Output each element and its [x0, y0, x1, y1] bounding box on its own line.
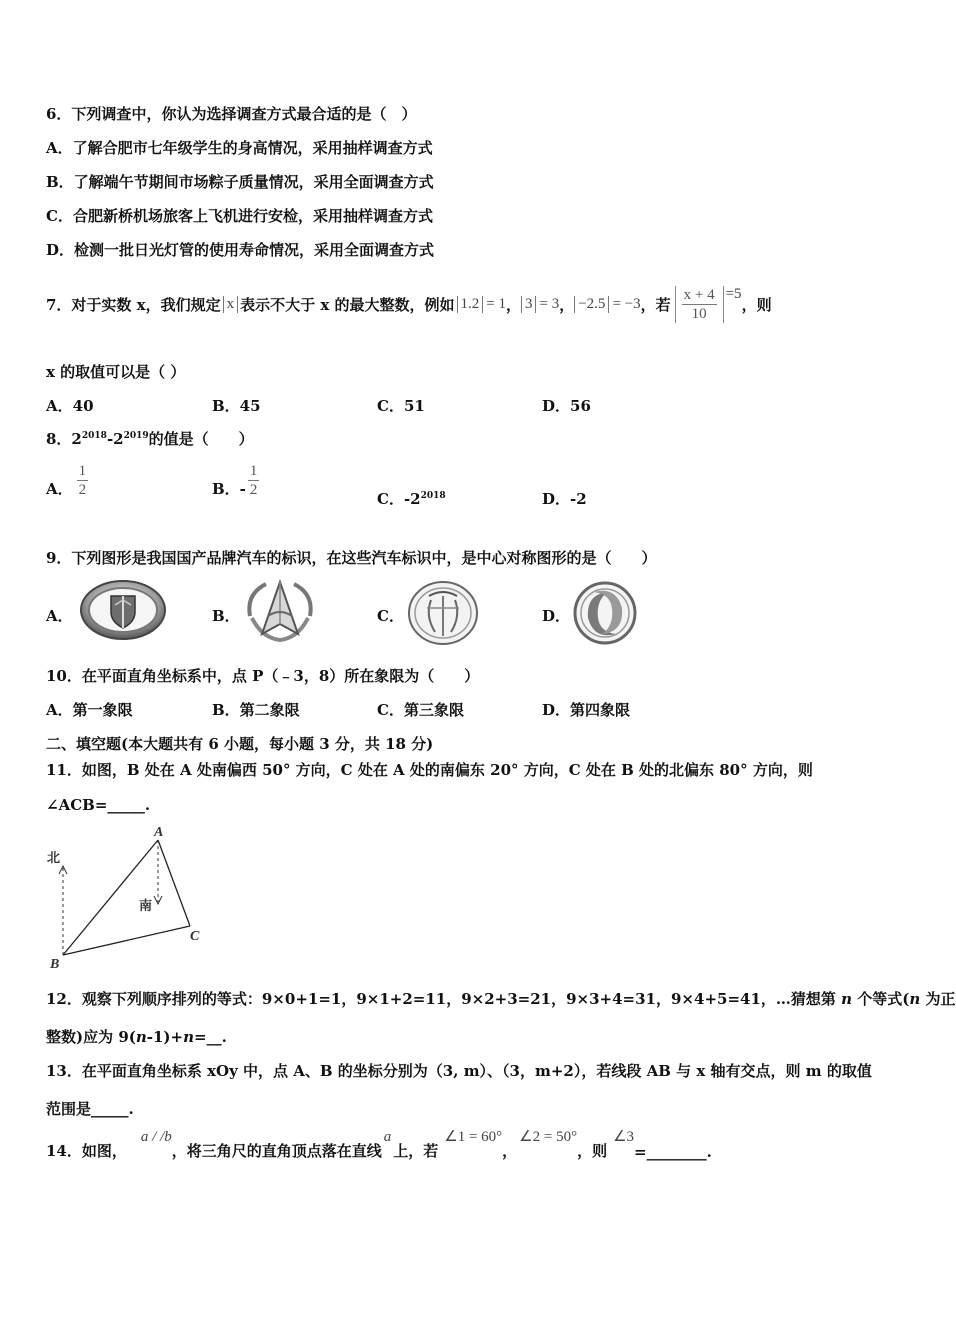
- q12-line2: [46, 1026, 227, 1047]
- q11-stem: 11．如图，B 处在 A 处南偏西 50° 方向，C 处在 A 处的南偏东 20° 方向，C 处在 B 处的北偏东 80° 方向，则: [46, 761, 813, 779]
- q6-stem: 6．下列调查中，你认为选择调查方式最合适的是（ ）: [46, 105, 417, 123]
- q7-stem: [46, 282, 772, 326]
- q8-b-fraction: [248, 462, 260, 499]
- q7-option-b: B．45: [212, 397, 261, 415]
- q12-line1-b: 个等式(: [852, 990, 910, 1008]
- q10-option-d: D．第四象限: [542, 701, 631, 719]
- q8-stem-post: 的值是（ ）: [148, 430, 254, 448]
- q7-floor-x: x: [223, 296, 239, 313]
- q8-a-label: A．: [46, 480, 73, 498]
- q14-parallel: a / /b: [140, 1129, 172, 1145]
- q7-stem-d: ，则: [741, 295, 772, 314]
- q12-line2-b: -1)+: [146, 1028, 184, 1046]
- q14-angle3: ∠3: [613, 1129, 635, 1145]
- q14-angle2: ∠2 = 50°: [519, 1129, 578, 1145]
- q10-option-a: A．第一象限: [46, 701, 133, 719]
- q11-figure: [40, 822, 210, 972]
- q7-ex1-in: 1.2: [457, 296, 484, 313]
- q6-option-b: B．了解端午节期间市场粽子质量情况，采用全面调查方式: [46, 173, 434, 191]
- q13-line2: 范围是_____.: [46, 1100, 134, 1118]
- segment-bc: [63, 926, 190, 955]
- segment-ac: [158, 840, 190, 926]
- q7-fraction: [682, 286, 717, 323]
- logo-b-icon: [240, 576, 320, 646]
- q7-frac-den: 10: [691, 305, 707, 322]
- q6-option-c: C．合肥新桥机场旅客上飞机进行安检，采用抽样调查方式: [46, 207, 433, 225]
- segment-ba: [63, 840, 158, 955]
- q9-label-b: B．: [212, 607, 240, 625]
- fig-label-south: 南: [139, 899, 153, 914]
- q12-line1-c: 为正: [920, 990, 956, 1008]
- q8-a-fraction: [77, 462, 89, 499]
- q14-sep1: ，: [502, 1142, 518, 1160]
- q14-stem: [46, 1128, 712, 1164]
- q12-n-2: n: [909, 990, 921, 1008]
- q8-option-a: [46, 462, 88, 499]
- q8-c-exp: 2018: [420, 491, 446, 501]
- q6-option-a: A．了解合肥市七年级学生的身高情况，采用抽样调查方式: [46, 139, 433, 157]
- q7-ex3-out: = −3: [612, 295, 641, 312]
- q12-line1: [46, 988, 956, 1009]
- fig-label-north: 北: [47, 851, 61, 866]
- q8-stem: [46, 428, 254, 449]
- q12-n-1: n: [841, 990, 853, 1008]
- q14-angle1: ∠1 = 60°: [444, 1129, 503, 1145]
- q9-label-d: D．: [542, 607, 571, 625]
- logo-a-icon: [78, 578, 168, 642]
- q6-option-d: D．检测一批日光灯管的使用寿命情况，采用全面调查方式: [46, 241, 435, 259]
- q7-floor-fraction: [675, 286, 724, 323]
- q14-sep2: ，则: [577, 1142, 608, 1160]
- q12-line1-a: 12．观察下列顺序排列的等式：9×0+1=1，9×1+2=11，9×2+3=21，9×3+4=31，9×4+5=41，…猜想第: [46, 990, 842, 1008]
- q7-frac-num: x + 4: [683, 286, 715, 303]
- q7-eq: =5: [725, 285, 742, 302]
- q8-b-num: 1: [249, 463, 258, 479]
- q8-c-label: C．-2: [377, 490, 421, 508]
- q8-base-2: -2: [106, 430, 124, 448]
- q7-option-c: C．51: [377, 397, 425, 415]
- q7-stem-c: ，若: [640, 295, 671, 314]
- logo-d-icon: [572, 578, 638, 648]
- q7-option-d: D．56: [542, 397, 591, 415]
- q11-line2: ∠ACB=_____.: [46, 796, 151, 814]
- q8-option-b: [212, 462, 259, 499]
- q14-mid2: 上，若: [393, 1142, 439, 1160]
- q12-line2-c: =__.: [194, 1028, 227, 1046]
- q12-n-4: n: [183, 1028, 194, 1046]
- q8-option-c: [377, 488, 446, 509]
- q7-option-a: A．40: [46, 397, 94, 415]
- q10-option-b: B．第二象限: [212, 701, 300, 719]
- q7-ex3-in: −2.5: [574, 296, 609, 313]
- q7-ex1-out: = 1: [486, 295, 506, 312]
- q8-a-num: 1: [78, 463, 87, 479]
- q9-label-a: A．: [46, 607, 73, 625]
- q7-comma-1: ，: [505, 295, 521, 314]
- q10-stem: 10．在平面直角坐标系中，点 P（﹣3，8）所在象限为（ ）: [46, 667, 480, 685]
- q8-base-1: 8．2: [46, 430, 82, 448]
- q7-stem-b: 表示不大于 x 的最大整数，例如: [240, 295, 455, 314]
- logo-c-icon: [405, 578, 481, 648]
- q8-exp-2: 2019: [123, 431, 149, 441]
- q7-ex2-in: 3: [521, 296, 537, 313]
- q10-option-c: C．第三象限: [377, 701, 464, 719]
- q7-ex2-out: = 3: [539, 295, 560, 312]
- fig-label-b: B: [50, 957, 60, 972]
- q14-mid: ，将三角尺的直角顶点落在直线: [171, 1142, 382, 1160]
- q9-label-c: C．: [377, 607, 404, 625]
- q9-stem: 9．下列图形是我国国产品牌汽车的标识，在这些汽车标识中，是中心对称图形的是（ ）: [46, 549, 657, 567]
- q8-a-den: 2: [78, 482, 87, 498]
- fig-label-c: C: [190, 929, 200, 944]
- q12-n-3: n: [135, 1028, 147, 1046]
- q7-comma-2: ，: [559, 295, 575, 314]
- q14-post: =________.: [634, 1143, 712, 1161]
- q14-pre: 14．如图，: [46, 1142, 127, 1160]
- fig-label-a: A: [154, 825, 164, 840]
- q7-stem-a: 7．对于实数 x，我们规定: [46, 295, 221, 314]
- section-2-heading: 二、填空题(本大题共有 6 小题，每小题 3 分，共 18 分): [46, 735, 434, 753]
- q8-exp-1: 2018: [81, 431, 107, 441]
- q14-line-a: a: [383, 1129, 392, 1145]
- q8-b-label: B．-: [212, 480, 246, 498]
- q8-b-den: 2: [249, 482, 258, 498]
- q13-line1: 13．在平面直角坐标系 xOy 中，点 A、B 的坐标分别为（3, m）、（3，m+2），若线段 AB 与 x 轴有交点，则 m 的取值: [46, 1062, 872, 1080]
- q8-option-d: D．-2: [542, 490, 587, 508]
- q7-line2: x 的取值可以是（ ）: [46, 363, 186, 381]
- q12-line2-a: 整数)应为 9(: [46, 1028, 136, 1046]
